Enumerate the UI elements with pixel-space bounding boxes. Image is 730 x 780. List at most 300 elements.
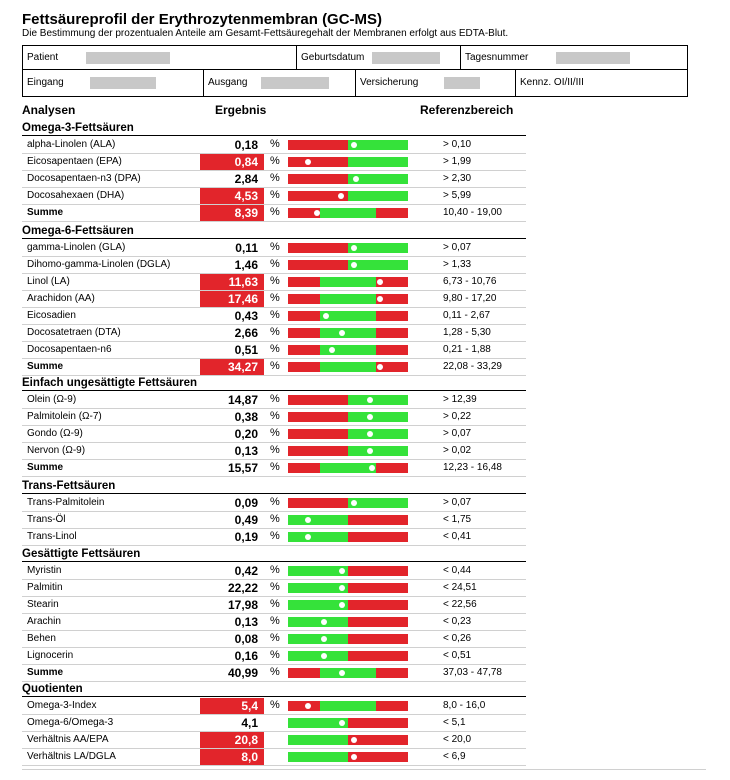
result-value: 0,43 xyxy=(234,309,258,323)
result-marker-dot xyxy=(351,142,357,148)
result-value: 0,16 xyxy=(234,649,258,663)
result-marker-dot xyxy=(339,602,345,608)
reference-bar xyxy=(288,191,408,201)
bar-segment xyxy=(348,583,408,593)
reference-bar xyxy=(288,446,408,456)
table-row xyxy=(22,715,526,732)
result-marker-dot xyxy=(305,517,311,523)
result-value: 0,38 xyxy=(234,410,258,424)
bar-segment xyxy=(288,243,348,253)
result-value: 0,84 xyxy=(200,154,264,170)
analyte-name: Lignocerin xyxy=(27,650,74,661)
reference-range: < 24,51 xyxy=(443,582,477,593)
analyte-name: Behen xyxy=(27,633,56,644)
analyte-name: alpha-Linolen (ALA) xyxy=(27,139,116,150)
bar-segment xyxy=(320,208,376,218)
result-unit: % xyxy=(270,309,280,321)
bar-segment xyxy=(348,157,408,167)
result-marker-dot xyxy=(321,636,327,642)
column-referenz: Referenzbereich xyxy=(420,103,514,117)
analyte-name: Eicosapentaen (EPA) xyxy=(27,156,122,167)
reference-range: > 1,33 xyxy=(443,259,472,270)
bar-segment xyxy=(288,140,348,150)
eingang-cell xyxy=(23,69,204,96)
bar-segment xyxy=(376,463,408,473)
analyte-name: Omega-6/Omega-3 xyxy=(27,717,114,728)
reference-bar xyxy=(288,429,408,439)
bar-segment xyxy=(320,701,376,711)
analyte-name: Nervon (Ω-9) xyxy=(27,445,86,456)
bar-segment xyxy=(288,634,348,644)
reference-range: 0,21 - 1,88 xyxy=(443,344,491,355)
result-marker-dot xyxy=(351,245,357,251)
bar-segment xyxy=(348,191,408,201)
result-unit: % xyxy=(270,206,280,218)
bar-segment xyxy=(348,718,408,728)
reference-bar xyxy=(288,634,408,644)
result-marker-dot xyxy=(339,720,345,726)
result-value: 1,46 xyxy=(234,258,258,272)
section-header xyxy=(22,120,526,136)
reference-bar xyxy=(288,362,408,372)
reference-range: > 0,07 xyxy=(443,428,472,439)
result-unit: % xyxy=(270,343,280,355)
reference-bar xyxy=(288,752,408,762)
result-value: 0,09 xyxy=(234,496,258,510)
section-title: Omega-6-Fettsäuren xyxy=(22,225,134,237)
reference-bar xyxy=(288,412,408,422)
result-unit: % xyxy=(270,427,280,439)
table-row xyxy=(22,137,526,154)
report-subtitle: Die Bestimmung der prozentualen Anteile am Gesamt-Fettsäuregehalt der Membranen erfolgt aus EDTA-Blut. xyxy=(22,28,509,39)
column-ergebnis: Ergebnis xyxy=(215,103,267,117)
reference-bar xyxy=(288,566,408,576)
versicherung-cell xyxy=(356,69,516,96)
reference-range: < 6,9 xyxy=(443,751,466,762)
analyte-name: Docosatetraen (DTA) xyxy=(27,327,121,338)
bar-segment xyxy=(320,328,376,338)
analyte-name: gamma-Linolen (GLA) xyxy=(27,242,126,253)
table-row xyxy=(22,257,526,274)
reference-bar xyxy=(288,260,408,270)
bar-segment xyxy=(348,395,408,405)
result-value: 0,18 xyxy=(234,138,258,152)
reference-range: 8,0 - 16,0 xyxy=(443,700,486,711)
reference-bar xyxy=(288,157,408,167)
result-marker-dot xyxy=(367,397,373,403)
analyte-name: Myristin xyxy=(27,565,62,576)
bar-segment xyxy=(288,395,348,405)
reference-bar xyxy=(288,463,408,473)
table-row xyxy=(22,512,526,529)
result-value: 2,84 xyxy=(234,172,258,186)
result-marker-dot xyxy=(377,296,383,302)
bar-segment xyxy=(348,446,408,456)
result-value: 0,20 xyxy=(234,427,258,441)
table-row xyxy=(22,529,526,546)
reference-bar xyxy=(288,277,408,287)
table-row xyxy=(22,274,526,291)
reference-bar xyxy=(288,345,408,355)
analyte-name: Trans-Öl xyxy=(27,514,66,525)
result-unit: % xyxy=(270,581,280,593)
result-value: 11,63 xyxy=(200,274,264,290)
result-marker-dot xyxy=(367,431,373,437)
result-marker-dot xyxy=(314,210,320,216)
result-marker-dot xyxy=(353,176,359,182)
result-value: 2,66 xyxy=(234,326,258,340)
reference-bar xyxy=(288,395,408,405)
eingang-redacted xyxy=(90,77,156,89)
result-marker-dot xyxy=(351,754,357,760)
analyte-name: Dihomo-gamma-Linolen (DGLA) xyxy=(27,259,171,270)
table-row xyxy=(22,291,526,308)
bar-segment xyxy=(348,566,408,576)
reference-bar xyxy=(288,617,408,627)
table-row xyxy=(22,580,526,597)
table-row xyxy=(22,460,526,477)
result-value: 8,0 xyxy=(200,749,264,765)
reference-range: 9,80 - 17,20 xyxy=(443,293,497,304)
table-row xyxy=(22,631,526,648)
geburtsdatum-redacted xyxy=(372,52,440,64)
result-value: 0,51 xyxy=(234,343,258,357)
analyte-name: Palmitin xyxy=(27,582,63,593)
bar-segment xyxy=(320,277,376,287)
result-unit: % xyxy=(270,326,280,338)
bar-segment xyxy=(348,532,408,542)
reference-range: 10,40 - 19,00 xyxy=(443,207,502,218)
result-value: 22,22 xyxy=(227,581,258,595)
result-marker-dot xyxy=(321,653,327,659)
result-unit: % xyxy=(270,699,280,711)
result-marker-dot xyxy=(377,279,383,285)
result-unit: % xyxy=(270,461,280,473)
result-unit: % xyxy=(270,513,280,525)
eingang-label: Eingang xyxy=(27,77,64,88)
analyte-name: Linol (LA) xyxy=(27,276,70,287)
analyte-name: Olein (Ω-9) xyxy=(27,394,77,405)
section-title: Quotienten xyxy=(22,683,83,695)
bar-segment xyxy=(348,429,408,439)
bar-segment xyxy=(376,311,408,321)
analyte-name: Trans-Palmitolein xyxy=(27,497,105,508)
reference-range: 37,03 - 47,78 xyxy=(443,667,502,678)
reference-bar xyxy=(288,583,408,593)
table-row xyxy=(22,240,526,257)
bar-segment xyxy=(376,345,408,355)
result-unit: % xyxy=(270,649,280,661)
table-row xyxy=(22,171,526,188)
table-row xyxy=(22,392,526,409)
section-header xyxy=(22,681,526,697)
bar-segment xyxy=(288,157,348,167)
reference-range: > 5,99 xyxy=(443,190,472,201)
result-value: 0,42 xyxy=(234,564,258,578)
result-value: 4,53 xyxy=(200,188,264,204)
bar-segment xyxy=(348,498,408,508)
reference-range: < 20,0 xyxy=(443,734,472,745)
section-header xyxy=(22,223,526,239)
geburtsdatum-cell xyxy=(297,46,461,69)
result-unit: % xyxy=(270,292,280,304)
section-header xyxy=(22,546,526,562)
reference-range: < 0,41 xyxy=(443,531,472,542)
analyte-name: Gondo (Ω-9) xyxy=(27,428,83,439)
bar-segment xyxy=(348,600,408,610)
reference-range: < 22,56 xyxy=(443,599,477,610)
analyte-name: Summe xyxy=(27,207,64,218)
reference-bar xyxy=(288,718,408,728)
column-analysen: Analysen xyxy=(22,103,76,117)
bar-segment xyxy=(320,362,376,372)
reference-range: > 0,07 xyxy=(443,497,472,508)
section-title: Omega-3-Fettsäuren xyxy=(22,122,134,134)
reference-range: 0,11 - 2,67 xyxy=(443,310,491,321)
table-row xyxy=(22,409,526,426)
section-title: Einfach ungesättigte Fettsäuren xyxy=(22,377,198,389)
bar-segment xyxy=(348,651,408,661)
patient-label: Patient xyxy=(27,52,59,63)
result-unit: % xyxy=(270,172,280,184)
result-value: 20,8 xyxy=(200,732,264,748)
reference-range: 1,28 - 5,30 xyxy=(443,327,491,338)
result-value: 0,13 xyxy=(234,444,258,458)
result-unit: % xyxy=(270,155,280,167)
result-unit: % xyxy=(270,496,280,508)
bar-segment xyxy=(348,515,408,525)
analyte-name: Docosapentaen-n6 xyxy=(27,344,112,355)
bar-segment xyxy=(288,668,320,678)
result-value: 15,57 xyxy=(227,461,258,475)
result-marker-dot xyxy=(339,568,345,574)
tagesnummer-label: Tagesnummer xyxy=(465,52,529,63)
table-row xyxy=(22,749,526,766)
analyte-name: Summe xyxy=(27,462,64,473)
result-marker-dot xyxy=(339,330,345,336)
table-row xyxy=(22,614,526,631)
bar-segment xyxy=(348,735,408,745)
bar-segment xyxy=(376,208,408,218)
bar-segment xyxy=(288,412,348,422)
bar-segment xyxy=(376,328,408,338)
analyte-name: Docosapentaen-n3 (DPA) xyxy=(27,173,141,184)
result-marker-dot xyxy=(329,347,335,353)
result-marker-dot xyxy=(367,414,373,420)
patient-header-row xyxy=(22,45,688,70)
result-value: 0,11 xyxy=(235,241,258,255)
result-value: 0,08 xyxy=(234,632,258,646)
bar-segment xyxy=(320,463,376,473)
result-unit: % xyxy=(270,564,280,576)
table-row xyxy=(22,732,526,749)
result-unit: % xyxy=(270,530,280,542)
result-marker-dot xyxy=(351,737,357,743)
bar-segment xyxy=(288,345,320,355)
result-value: 17,98 xyxy=(227,598,258,612)
bar-segment xyxy=(288,651,348,661)
bar-segment xyxy=(348,260,408,270)
tagesnummer-redacted xyxy=(556,52,630,64)
result-value: 40,99 xyxy=(227,666,258,680)
analyte-name: Eicosadien xyxy=(27,310,76,321)
reference-bar xyxy=(288,328,408,338)
analyte-name: Palmitolein (Ω-7) xyxy=(27,411,102,422)
result-value: 34,27 xyxy=(200,359,264,375)
result-unit: % xyxy=(270,666,280,678)
result-marker-dot xyxy=(305,703,311,709)
result-unit: % xyxy=(270,444,280,456)
reference-bar xyxy=(288,311,408,321)
result-marker-dot xyxy=(339,585,345,591)
bar-segment xyxy=(288,463,320,473)
bar-segment xyxy=(288,174,348,184)
section-header xyxy=(22,478,526,494)
reference-range: > 0,02 xyxy=(443,445,472,456)
reference-range: > 2,30 xyxy=(443,173,472,184)
result-unit: % xyxy=(270,393,280,405)
bar-segment xyxy=(288,277,320,287)
result-marker-dot xyxy=(377,364,383,370)
reference-range: > 0,10 xyxy=(443,139,472,150)
reference-range: > 1,99 xyxy=(443,156,472,167)
kennz-label: Kennz. OI/II/III xyxy=(520,77,584,88)
table-row xyxy=(22,426,526,443)
bar-segment xyxy=(348,752,408,762)
section-header xyxy=(22,375,526,391)
result-unit: % xyxy=(270,258,280,270)
reference-range: 22,08 - 33,29 xyxy=(443,361,502,372)
result-marker-dot xyxy=(305,159,311,165)
patient-redacted xyxy=(86,52,170,64)
reference-bar xyxy=(288,294,408,304)
table-row xyxy=(22,443,526,460)
analyte-name: Omega-3-Index xyxy=(27,700,97,711)
table-row xyxy=(22,154,526,171)
bar-segment xyxy=(348,634,408,644)
section-title: Gesättigte Fettsäuren xyxy=(22,548,141,560)
reference-bar xyxy=(288,651,408,661)
analyte-name: Verhältnis AA/EPA xyxy=(27,734,109,745)
reference-range: < 0,23 xyxy=(443,616,472,627)
reference-bar xyxy=(288,515,408,525)
result-unit: % xyxy=(270,241,280,253)
result-marker-dot xyxy=(351,500,357,506)
ausgang-label: Ausgang xyxy=(208,77,248,88)
result-value: 0,13 xyxy=(234,615,258,629)
tagesnummer-cell xyxy=(461,46,687,69)
result-value: 17,46 xyxy=(200,291,264,307)
result-unit: % xyxy=(270,360,280,372)
bar-segment xyxy=(288,532,348,542)
bottom-divider xyxy=(22,769,706,770)
reference-bar xyxy=(288,498,408,508)
bar-segment xyxy=(348,412,408,422)
result-unit: % xyxy=(270,410,280,422)
result-marker-dot xyxy=(367,448,373,454)
analyte-name: Arachin xyxy=(27,616,61,627)
table-row xyxy=(22,563,526,580)
bar-segment xyxy=(288,429,348,439)
reference-bar xyxy=(288,140,408,150)
result-unit: % xyxy=(270,615,280,627)
analyte-name: Stearin xyxy=(27,599,59,610)
reference-range: < 0,26 xyxy=(443,633,472,644)
geburtsdatum-label: Geburtsdatum xyxy=(301,52,365,63)
analyte-name: Arachidon (AA) xyxy=(27,293,95,304)
reference-bar xyxy=(288,600,408,610)
result-value: 8,39 xyxy=(200,205,264,221)
reference-range: < 0,44 xyxy=(443,565,472,576)
result-value: 0,49 xyxy=(234,513,258,527)
bar-segment xyxy=(348,617,408,627)
bar-segment xyxy=(288,701,320,711)
result-marker-dot xyxy=(339,670,345,676)
result-value: 5,4 xyxy=(200,698,264,714)
bar-segment xyxy=(288,294,320,304)
bar-segment xyxy=(288,617,348,627)
reference-bar xyxy=(288,701,408,711)
result-value: 14,87 xyxy=(227,393,258,407)
ausgang-redacted xyxy=(261,77,329,89)
bar-segment xyxy=(320,668,376,678)
table-row xyxy=(22,698,526,715)
bar-segment xyxy=(376,701,408,711)
reference-range: > 0,22 xyxy=(443,411,472,422)
result-unit: % xyxy=(270,632,280,644)
versicherung-label: Versicherung xyxy=(360,77,419,88)
order-header-row xyxy=(22,69,688,97)
reference-range: < 0,51 xyxy=(443,650,472,661)
bar-segment xyxy=(288,328,320,338)
reference-range: < 5,1 xyxy=(443,717,466,728)
reference-range: < 1,75 xyxy=(443,514,472,525)
result-marker-dot xyxy=(305,534,311,540)
bar-segment xyxy=(348,243,408,253)
result-unit: % xyxy=(270,598,280,610)
table-row xyxy=(22,665,526,682)
analyte-name: Summe xyxy=(27,667,64,678)
versicherung-redacted xyxy=(444,77,480,89)
analyte-name: Summe xyxy=(27,361,64,372)
bar-segment xyxy=(376,668,408,678)
ausgang-cell xyxy=(204,69,356,96)
bar-segment xyxy=(348,140,408,150)
table-row xyxy=(22,188,526,205)
bar-segment xyxy=(288,311,320,321)
patient-cell xyxy=(23,46,297,69)
table-row xyxy=(22,325,526,342)
reference-range: > 0,07 xyxy=(443,242,472,253)
reference-bar xyxy=(288,243,408,253)
table-row xyxy=(22,342,526,359)
reference-bar xyxy=(288,532,408,542)
bar-segment xyxy=(320,294,376,304)
bar-segment xyxy=(288,498,348,508)
reference-bar xyxy=(288,174,408,184)
bar-segment xyxy=(288,362,320,372)
analyte-name: Verhältnis LA/DGLA xyxy=(27,751,116,762)
table-row xyxy=(22,597,526,614)
section-title: Trans-Fettsäuren xyxy=(22,480,116,492)
report-title: Fettsäureprofil der Erythrozytenmembran (GC-MS) xyxy=(22,11,383,28)
result-value: 0,19 xyxy=(234,530,258,544)
table-row xyxy=(22,308,526,325)
table-row xyxy=(22,495,526,512)
kennz-cell xyxy=(516,69,687,96)
bar-segment xyxy=(288,260,348,270)
bar-segment xyxy=(288,735,348,745)
